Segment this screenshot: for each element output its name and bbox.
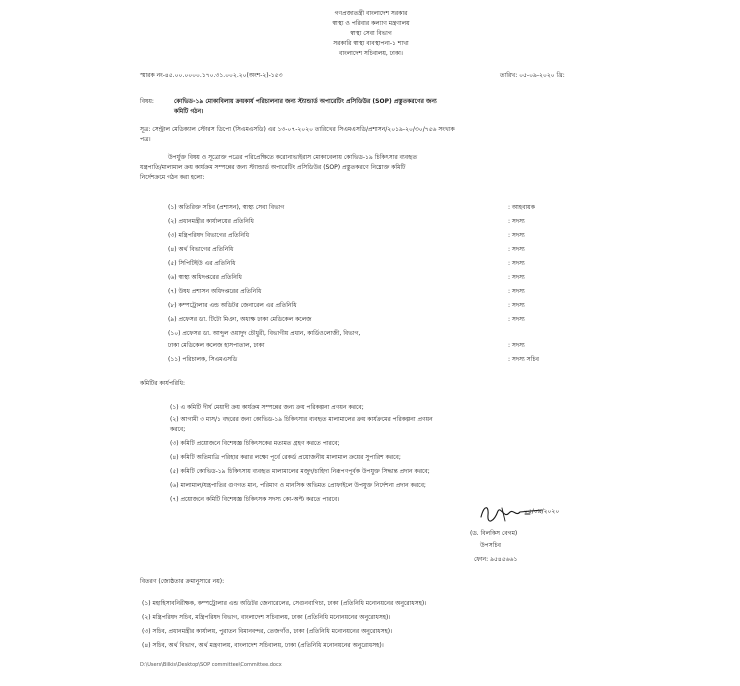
member-role: : সদস্য [508,246,525,253]
member-role: : আহবায়ক [508,204,535,211]
distribution-item: (২) মন্ত্রিপরিষদ সচিব, মন্ত্রিপরিষদ বিভাগ, বাংলাদেশ সচিবালয়, ঢাকা (প্রতিনিধি মনোনয়নের অনুরোধসহ)। [142,614,391,621]
member-role: : সদস্য [508,232,525,239]
subject-label: বিষয়: [140,98,154,105]
member-role: : সদস্য সচিব [508,356,539,363]
member-text: (৩) মন্ত্রিপরিষদ বিভাগের প্রতিনিধি [168,232,250,239]
member-text: (৬) স্বাস্থ্য অধিদপ্তরের প্রতিনিধি [168,274,242,281]
member-text: (১১) পরিচালক, সিএমএসডি [168,356,238,363]
member-text: (৯) প্রফেসর ডা. টিটো মিঞা, অধ্যক্ষ ঢাকা মেডিকেল কলেজ [168,316,312,323]
signatory-phone: ফোন: ৯৫৪৫৬৬১ [474,556,518,563]
tor-item: (১) এ কমিটি দীর্ঘ মেয়াদী ক্রয় কার্যক্রম সম্পন্নের জন্য ক্রয় পরিকল্পনা প্রণয়ন করবে; [170,404,364,411]
signatory-designation: উপসচিব [480,542,502,549]
reference-line-2: পত্র। [140,136,151,143]
member-text: (৭) উষধ প্রশাসন অধিদপ্তরের প্রতিনিধি [168,288,262,295]
header-branch: সরকারি স্বাস্থ্য ব্যবস্থাপনা-১ শাখা [333,40,409,47]
file-path-footer: D:\Users\Bilkis\Desktop\SOP committee\Committee.docx [140,662,282,668]
member-text: (২) প্রধানমন্ত্রীর কার্যালয়ের প্রতিনিধি [168,218,254,225]
tor-item: (৫) কমিটি কোভিড-১৯ চিকিৎসায় ব্যবহৃত মালামালের মজুদ/চাহিদা নিরূপণপূর্বক উপযুক্ত সিদ্ধান্ত প্রদান করবে; [170,468,430,475]
header-address: বাংলাদেশ সচিবালয়, ঢাকা। [339,50,403,57]
memo-number: স্মারক নং-৪৫.০০.০০০০.১৭০.৩১.০০২.২০(অংশ-২)-১৫৩ [140,72,283,79]
member-role: : সদস্য [508,274,525,281]
body-line-2: যন্ত্রপাতি/মালামাল ক্রয় কার্যক্রম সম্পন্নের জন্য স্ট্যান্ডার্ড অপারেটিং প্রসিডিউর (SOP) প্রস্তুতকরণে নিম্নোক্ত কমিটি [140,164,406,171]
subject-line-2: কমিটি গঠন। [174,108,204,115]
document-page [140,0,602,686]
member-role: : সদস্য [508,302,525,309]
tor-item: (৩) কমিটি প্রয়োজনে বিশেষজ্ঞ চিকিৎসকের মতামত গ্রহণ করতে পারবে; [170,440,340,447]
distribution-item: (৪) সচিব, অর্থ বিভাগ, অর্থ মন্ত্রণালয়, বাংলাদেশ সচিবালয়, ঢাকা (প্রতিনিধি মনোনয়নের অনুরোধসহ)। [142,642,384,649]
body-line-1: উপর্যুক্ত বিষয় ও সূত্রোক্ত পত্রের পরিপ্রেক্ষিতে করোনাভাইরাস মোকাবেলায় কোভিড-১৯ চিকিৎসার ব্যবহৃত [168,154,418,161]
header-ministry: স্বাস্থ্য ও পরিবার কল্যাণ মন্ত্রণালয় [332,20,410,27]
tor-item: (৭) প্রয়োজনে কমিটি বিশেষজ্ঞ চিকিৎসক সদস্য কো-অপ্ট করতে পারবে। [170,496,340,503]
member-role: : সদস্য [508,218,525,225]
tor-item: (৬) মালামাল/যন্ত্রপাতির গুণগত মান, পরিমাণ ও মানসিক অভিমত প্রোফাইলে উপযুক্ত নির্দেশনা প্রদান করবে; [170,482,426,489]
member-text: (৪) অর্থ বিভাগের প্রতিনিধি [168,246,234,253]
tor-item: (২) আগামী ৩ মাস/১ বছরের জন্য কোভিড-১৯ চিকিৎসার ব্যবহৃত মালামালের ক্রয় কার্যক্রমের পরিকল্পনা প্রণয়ন [170,416,433,423]
member-role: : সদস্য [508,288,525,295]
subject-line-1: কোভিড-১৯ মোকাবিলায় ক্রয়কার্য পরিচালনার জন্য স্ট্যান্ডার্ড অপারেটিং প্রসিডিউর (SOP) প্রস্তুতকরণের জন্য [174,98,437,105]
member-text: (১) অতিরিক্ত সচিব (প্রশাসন), স্বাস্থ্য সেবা বিভাগ [168,204,285,211]
body-line-3: নির্দেশক্রমে গঠন করা হলো: [140,174,205,181]
member-text: ঢাকা মেডিকেল কলেজ হাসপাতাল, ঢাকা [168,342,265,349]
member-role: : সদস্য [508,342,525,349]
distribution-item: (১) মহাহিসাবনিরীক্ষক, কম্পট্রোলার এন্ড অডিটর জেনারেলের, সেগুনবাগিচা, ঢাকা (প্রতিনিধি মনোনয়নের অনুরোধসহ)। [142,600,427,607]
signatory-name: (ড. বিলকিস বেগম) [470,530,518,537]
tor-item: (৪) কমিটি অতিমাত্রি পরিহার করার লক্ষ্যে পূর্বে রেকর্ড প্রয়োজনীয় মালামাল ক্রয়ের সুপারিশ করবে; [170,454,401,461]
tor-heading: কমিটির কার্যপরিধি: [140,380,186,387]
distribution-item: (৩) সচিব, প্রধানমন্ত্রীর কার্যালয়, পুরাতন বিমানবন্দর, তেজগাঁও, ঢাকা (প্রতিনিধি মনোনয়নের অনুরোধসহ)। [142,628,393,635]
reference-line-1: সূত্র: সেন্ট্রাল মেডিক্যাল স্টোরস ডিপো (সিএমএসডি) এর ১৩-০৭-২০২০ তারিখের সিএমএসডি/প্রশাসন/২০১৯-২০/৩০/৭৫৬ সংখ্যক [140,126,455,133]
header-division: স্বাস্থ্য সেবা বিভাগ [350,30,392,37]
member-role: : সদস্য [508,260,525,267]
member-text: (৫) সিপিটিইউ এর প্রতিনিধি [168,260,236,267]
member-role: : সদস্য [508,316,525,323]
member-text: (১০) প্রফেসর ডা. আব্দুল ওয়াদুদ চৌধুরী, বিভাগীয় প্রধান, কার্ডিওলোজী, বিভাগ, [168,330,361,337]
tor-item: করবে; [170,426,186,433]
member-text: (৮) কম্পট্রোলার এন্ড অডিটর জেনারেল এর প্রতিনিধি [168,302,297,309]
distribution-heading: বিতরণ (জ্যেষ্ঠতার ক্রমানুসারে নয়): [140,578,225,585]
header-government: গণপ্রজাতন্ত্রী বাংলাদেশ সরকার [334,10,408,17]
signature-date: ০৫/০৯/২০২০ [524,508,560,515]
memo-date: তারিখ: ০৫-০৯-২০২০ খ্রি: [500,72,565,79]
